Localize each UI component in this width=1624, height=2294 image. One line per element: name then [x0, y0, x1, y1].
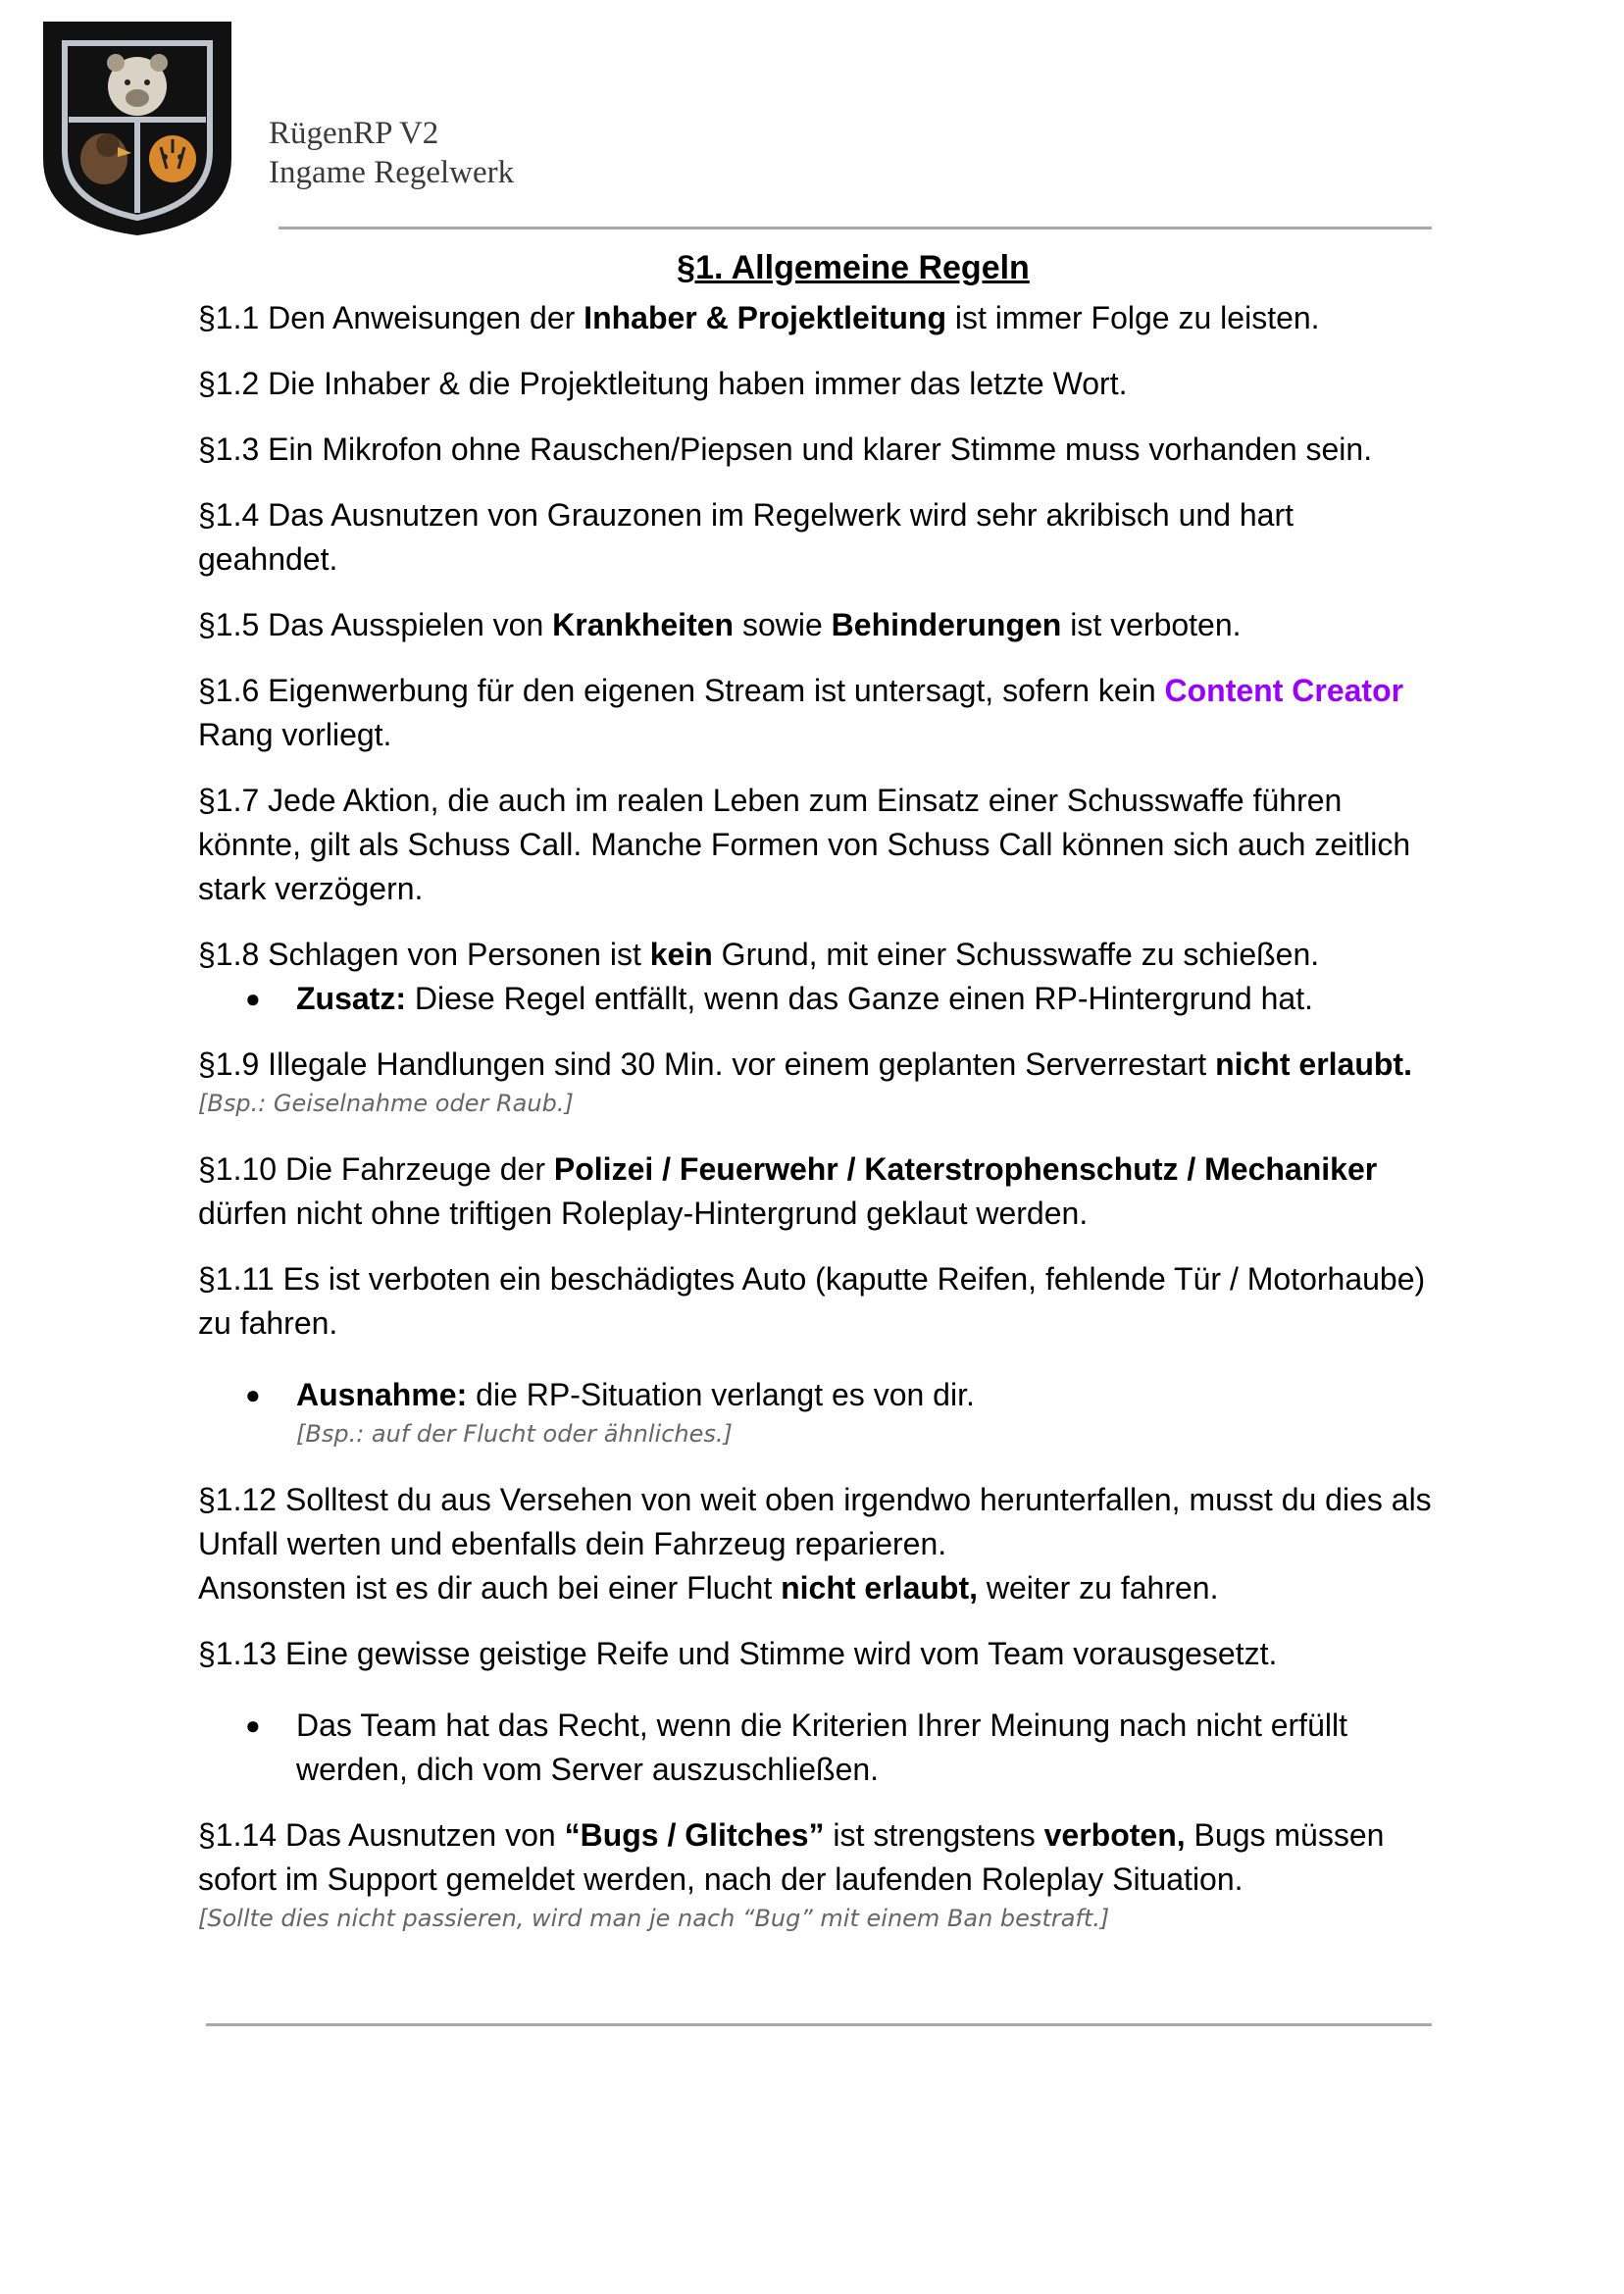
top-divider — [279, 227, 1432, 229]
rule-1-10: §1.10 Die Fahrzeuge der Polizei / Feuerwehr / Katerstrophenschutz / Mechaniker dürfen nicht ohne triftigen Roleplay-Hintergrund geklaut werden. — [198, 1151, 1378, 1231]
rule-1-14: §1.14 Das Ausnutzen von “Bugs / Glitches” ist strengstens verboten, Bugs müssen sofort im Support gemeldet werden, nach der laufenden Roleplay Situation. — [198, 1817, 1385, 1897]
header-subtitle: Ingame Regelwerk — [269, 155, 515, 190]
tiger-icon — [149, 135, 196, 182]
bullet-icon: ● — [245, 1710, 261, 1740]
shield-logo-icon — [39, 22, 235, 237]
rule-1-11-note: [Bsp.: auf der Flucht oder ähnliches.] — [296, 1420, 733, 1448]
rule-1-8: §1.8 Schlagen von Personen ist kein Grund, mit einer Schusswaffe zu schießen. — [198, 937, 1320, 972]
rule-1-8-bullets — [198, 977, 1436, 1021]
rule-1-12: §1.12 Solltest du aus Versehen von weit oben irgendwo herunterfallen, musst du dies als Unfall werten und ebenfalls dein Fahrzeug reparieren. Ansonsten ist es dir auch bei einer Flucht nicht erlaubt, weiter zu fahren. — [198, 1482, 1432, 1606]
list-item: ● Das Team hat das Recht, wenn die Kriterien Ihrer Meinung nach nicht erfüllt werden, dich vom Server auszuschließen. — [198, 1704, 1436, 1792]
section-title: §1. Allgemeine Regeln — [677, 249, 1030, 286]
rule-1-7: §1.7 Jede Aktion, die auch im realen Leben zum Einsatz einer Schusswaffe führen könnte, gilt als Schuss Call. Manche Formen von Schuss Call können sich auch zeitlich stark verzögern. — [198, 783, 1411, 906]
rule-1-13-bullets — [198, 1704, 1436, 1792]
rule-1-11-bullets — [198, 1373, 1436, 1451]
bullet-icon: ● — [245, 984, 261, 1013]
content-creator-rank: Content Creator — [1164, 673, 1404, 708]
rule-1-5: §1.5 Das Ausspielen von Krankheiten sowie Behinderungen ist verboten. — [198, 607, 1242, 642]
header-title: RügenRP V2 — [269, 116, 439, 151]
rule-1-9: §1.9 Illegale Handlungen sind 30 Min. vor einem geplanten Serverrestart nicht erlaubt. — [198, 1046, 1412, 1082]
rule-1-14-note: [Sollte dies nicht passieren, wird man je nach “Bug” mit einem Ban bestraft.] — [198, 1905, 1110, 1932]
rule-1-11: §1.11 Es ist verboten ein beschädigtes Auto (kaputte Reifen, fehlende Tür / Motorhaube) zu fahren. — [198, 1261, 1426, 1341]
bear-icon — [107, 54, 168, 116]
rule-1-2: §1.2 Die Inhaber & die Projektleitung haben immer das letzte Wort. — [198, 366, 1128, 401]
rule-1-13: §1.13 Eine gewisse geistige Reife und Stimme wird vom Team vorausgesetzt. — [198, 1636, 1278, 1671]
rule-1-1: §1.1 Den Anweisungen der Inhaber & Projektleitung ist immer Folge zu leisten. — [198, 300, 1320, 335]
document-header — [269, 114, 514, 192]
bottom-divider — [206, 2023, 1432, 2026]
rule-1-9-note: [Bsp.: Geiselnahme oder Raub.] — [198, 1090, 574, 1117]
rule-1-4: §1.4 Das Ausnutzen von Grauzonen im Regelwerk wird sehr akribisch und hart geahndet. — [198, 497, 1294, 577]
list-item: ● Zusatz: Diese Regel entfällt, wenn das Ganze einen RP-Hintergrund hat. — [198, 977, 1436, 1021]
rules-body — [198, 296, 1436, 1963]
bullet-icon: ● — [245, 1380, 261, 1409]
rule-1-3: §1.3 Ein Mikrofon ohne Rauschen/Piepsen und klarer Stimme muss vorhanden sein. — [198, 432, 1373, 467]
list-item: ● Ausnahme: die RP-Situation verlangt es von dir. [Bsp.: auf der Flucht oder ähnliches.] — [198, 1373, 1436, 1451]
rule-1-6: §1.6 Eigenwerbung für den eigenen Stream ist untersagt, sofern kein Content Creator Rang vorliegt. — [198, 673, 1404, 752]
